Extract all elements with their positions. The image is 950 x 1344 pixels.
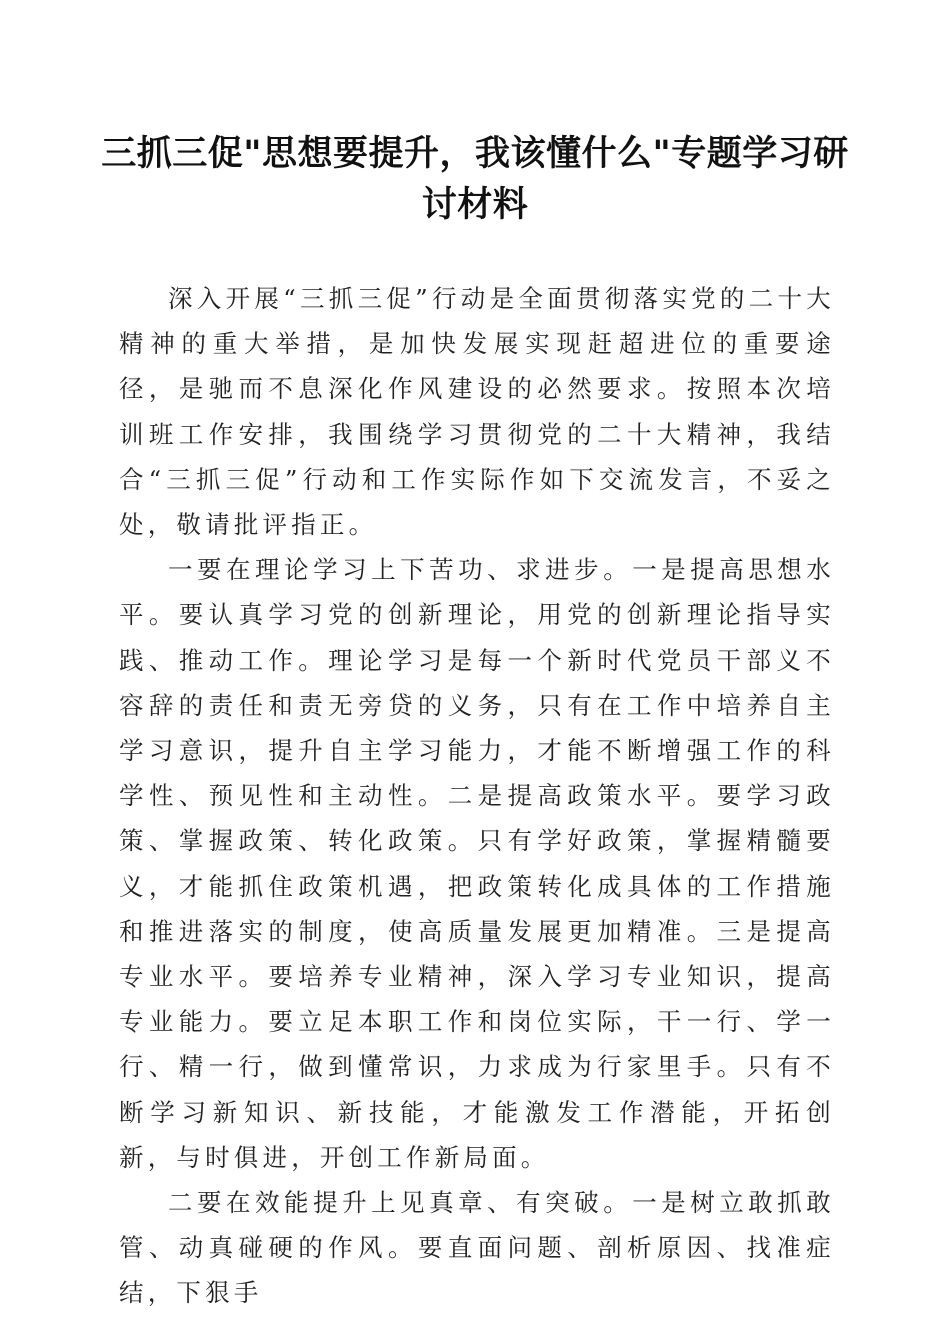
document-body <box>119 276 835 1316</box>
paragraph-theory-study: 一要在理论学习上下苦功、求进步。一是提高思想水平。要认真学习党的创新理论，用党的创新理论指导实践、推动工作。理论学习是每一个新时代党员干部义不容辞的责任和责无旁贷的义务，只有在工作中培养自主学习意识，提升自主学习能力，才能不断增强工作的科学性、预见性和主动性。二是提高政策水平。要学习政策、掌握政策、转化政策。只有学好政策，掌握精髓要义，才能抓住政策机遇，把政策转化成具体的工作措施和推进落实的制度，使高质量发展更加精准。三是提高专业水平。要培养专业精神，深入学习专业知识，提高专业能力。要立足本职工作和岗位实际，干一行、学一行、精一行，做到懂常识，力求成为行家里手。只有不断学习新知识、新技能，才能激发工作潜能，开拓创新，与时俱进，开创工作新局面。 <box>119 555 835 1172</box>
paragraph-intro: 深入开展“三抓三促”行动是全面贯彻落实党的二十大精神的重大举措，是加快发展实现赶超进位的重要途径，是驰而不息深化作风建设的必然要求。按照本次培训班工作安排，我围绕学习贯彻党的二十大精神，我结合“三抓三促”行动和工作实际作如下交流发言，不妥之处，敬请批评指正。 <box>119 284 835 540</box>
document-title: 三抓三促"思想要提升，我该懂什么"专题学习研讨材料 <box>101 133 849 225</box>
paragraph-efficiency: 二要在效能提升上见真章、有突破。一是树立敢抓敢管、动真碰硬的作风。要直面问题、剖析原因、找准症结，下狠手 <box>119 1188 835 1308</box>
